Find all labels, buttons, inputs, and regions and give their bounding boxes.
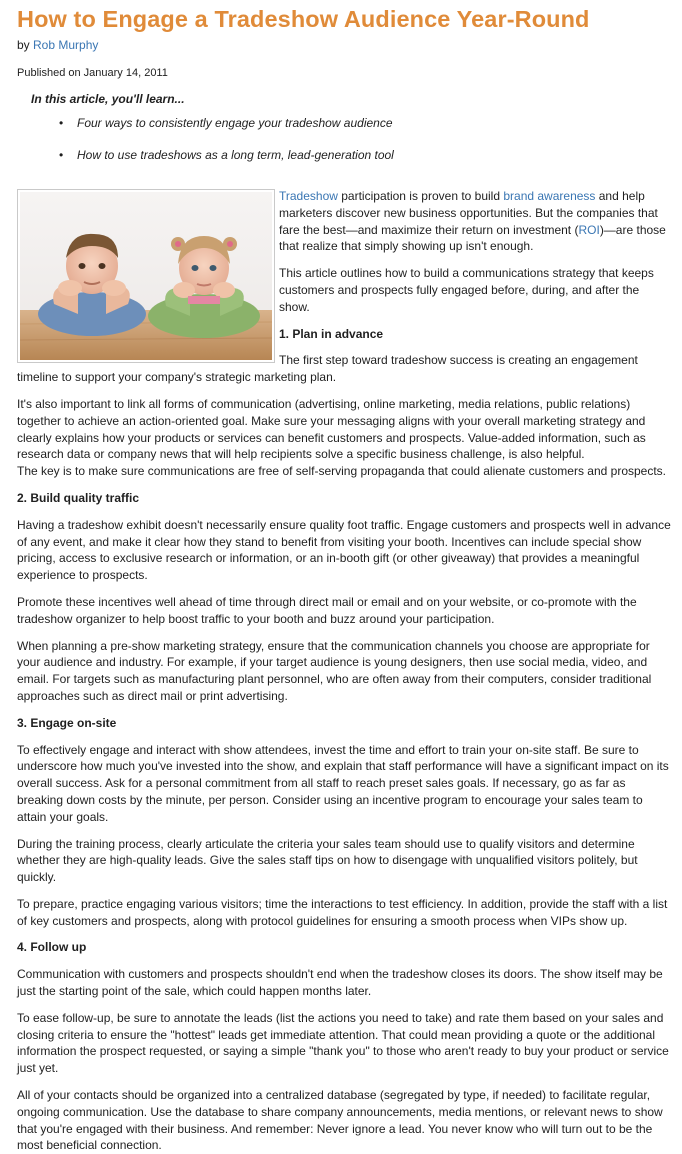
section-paragraph: It's also important to link all forms of communication (advertising, online marketing, media relations, public relations) together to achieve an action-oriented goal. Make sure your messaging aligns with your overall marketing strategy and clearly explains how your products or services can benefit customers and prospects. Value-added information, such as research data or company news that will help recipients solve a specific business challenge, is also helpful. [17, 396, 646, 462]
section-paragraph: To ease follow-up, be sure to annotate the leads (list the actions you need to take) and rate them based on your sales and closing criteria to ensure the "hottest" leads get immediate attention. That could mean providing a quote or the additional information the prospect requested, or saying a simple "thank you" to those who aren't ready to buy your product or service just yet. [17, 1010, 669, 1076]
article-photo [17, 189, 275, 363]
section-paragraph: The first step toward tradeshow success is creating an engagement timeline to support your company's strategic marketing plan. [17, 353, 638, 385]
section-heading: 2. Build quality traffic [17, 490, 140, 505]
bullet-icon: • [59, 116, 64, 130]
intro-text: participation is proven to build [337, 189, 504, 203]
learn-list [17, 115, 672, 163]
learn-list-item [59, 115, 672, 131]
learn-list-item [59, 147, 672, 163]
section-paragraph: Communication with customers and prospects shouldn't end when the tradeshow closes its doors. The show itself may be just the starting point of the sale, which could happen months later. [17, 967, 663, 999]
roi-link[interactable]: ROI [578, 222, 600, 237]
learn-item-text: Four ways to consistently engage your tradeshow audience [77, 116, 393, 130]
section-paragraph: All of your contacts should be organized into a centralized database (segregated by type, if needed) to facilitate regular, ongoing communication. Use the database to share company announcements, media mentions, or relevant news to show that you're engaged with their business. And remember: Never ignore a lead. You never know who will turn out to be the most beneficial connection. [17, 1088, 663, 1153]
author-link[interactable]: Rob Murphy [33, 38, 99, 52]
section-paragraph: During the training process, clearly articulate the criteria your sales team should use to qualify visitors and determine whether they are high-quality leads. Give the sales staff tips on how to disengage with unqualified visitors politely, but quickly. [17, 836, 638, 885]
section-heading: 1. Plan in advance [279, 326, 384, 341]
tradeshow-link[interactable]: Tradeshow [279, 189, 338, 203]
section-paragraph: The key is to make sure communications are free of self-serving propaganda that could alienate customers and prospects. [17, 464, 667, 479]
article-title: How to Engage a Tradeshow Audience Year-Round [17, 6, 590, 32]
section-paragraph: Having a tradeshow exhibit doesn't necessarily ensure quality foot traffic. Engage customers and prospects well in advance of any event, and make it clear how they stand to benefit from visiting your booth. Incentives can include special show pricing, access to exclusive research or information, or an in-booth gift (or other giveaway) that provides a meaningful experience to prospects. [17, 517, 671, 583]
section-paragraph: Promote these incentives well ahead of time through direct mail or email and on your website, or co-promote with the tradeshow organizer to help boost traffic to your booth and buzz around your participation. [17, 594, 637, 626]
bullet-icon: • [59, 148, 64, 162]
published-date: Published on January 14, 2011 [17, 67, 168, 79]
learn-heading: In this article, you'll learn... [31, 92, 185, 106]
outline-paragraph: This article outlines how to build a communications strategy that keeps customers and prospects fully engaged before, during, and after the show. [279, 266, 654, 314]
learn-item-text: How to use tradeshows as a long term, lead-generation tool [77, 148, 394, 162]
section-paragraph: To effectively engage and interact with show attendees, invest the time and effort to train your on-site staff. Be sure to underscore how much you've invested into the show, and explain that staff performance will have a significant impact on its overall success. Ask for a personal commitment from all staff to reach preset sales goals. If necessary, go as far as breaking down costs by the minute, per person. Consider using an incentive program to encourage your sales team to attain your goals. [17, 742, 669, 824]
intro-text: and help marketers discover new business opportunities. But the companies that fare the best—and maximize their return on investment ( [279, 189, 658, 237]
byline-prefix: by [17, 38, 34, 52]
section-paragraph: When planning a pre-show marketing strategy, ensure that the communication channels you choose are appropriate for your audience and industry. For example, if your target audience is young designers, then use social media, video, and email. For targets such as manufacturing plant personnel, who are often away from their computers, consider traditional approaches such as direct mail or print advertising. [17, 638, 652, 703]
brand-awareness-link[interactable]: brand awareness [503, 189, 596, 203]
byline [17, 37, 672, 53]
children-photo-image [20, 192, 272, 360]
section-heading: 4. Follow up [17, 940, 87, 955]
article-body [17, 188, 672, 1154]
section-heading: 3. Engage on-site [17, 715, 117, 730]
intro-text: )—are those that realize that simply showing up isn't enough. [279, 222, 666, 254]
section-paragraph: To prepare, practice engaging various visitors; time the interactions to test efficiency. In addition, provide the staff with a list of key customers and prospects, along with protocol guidelines for ensuring a smooth process when VIPs show up. [17, 896, 668, 928]
